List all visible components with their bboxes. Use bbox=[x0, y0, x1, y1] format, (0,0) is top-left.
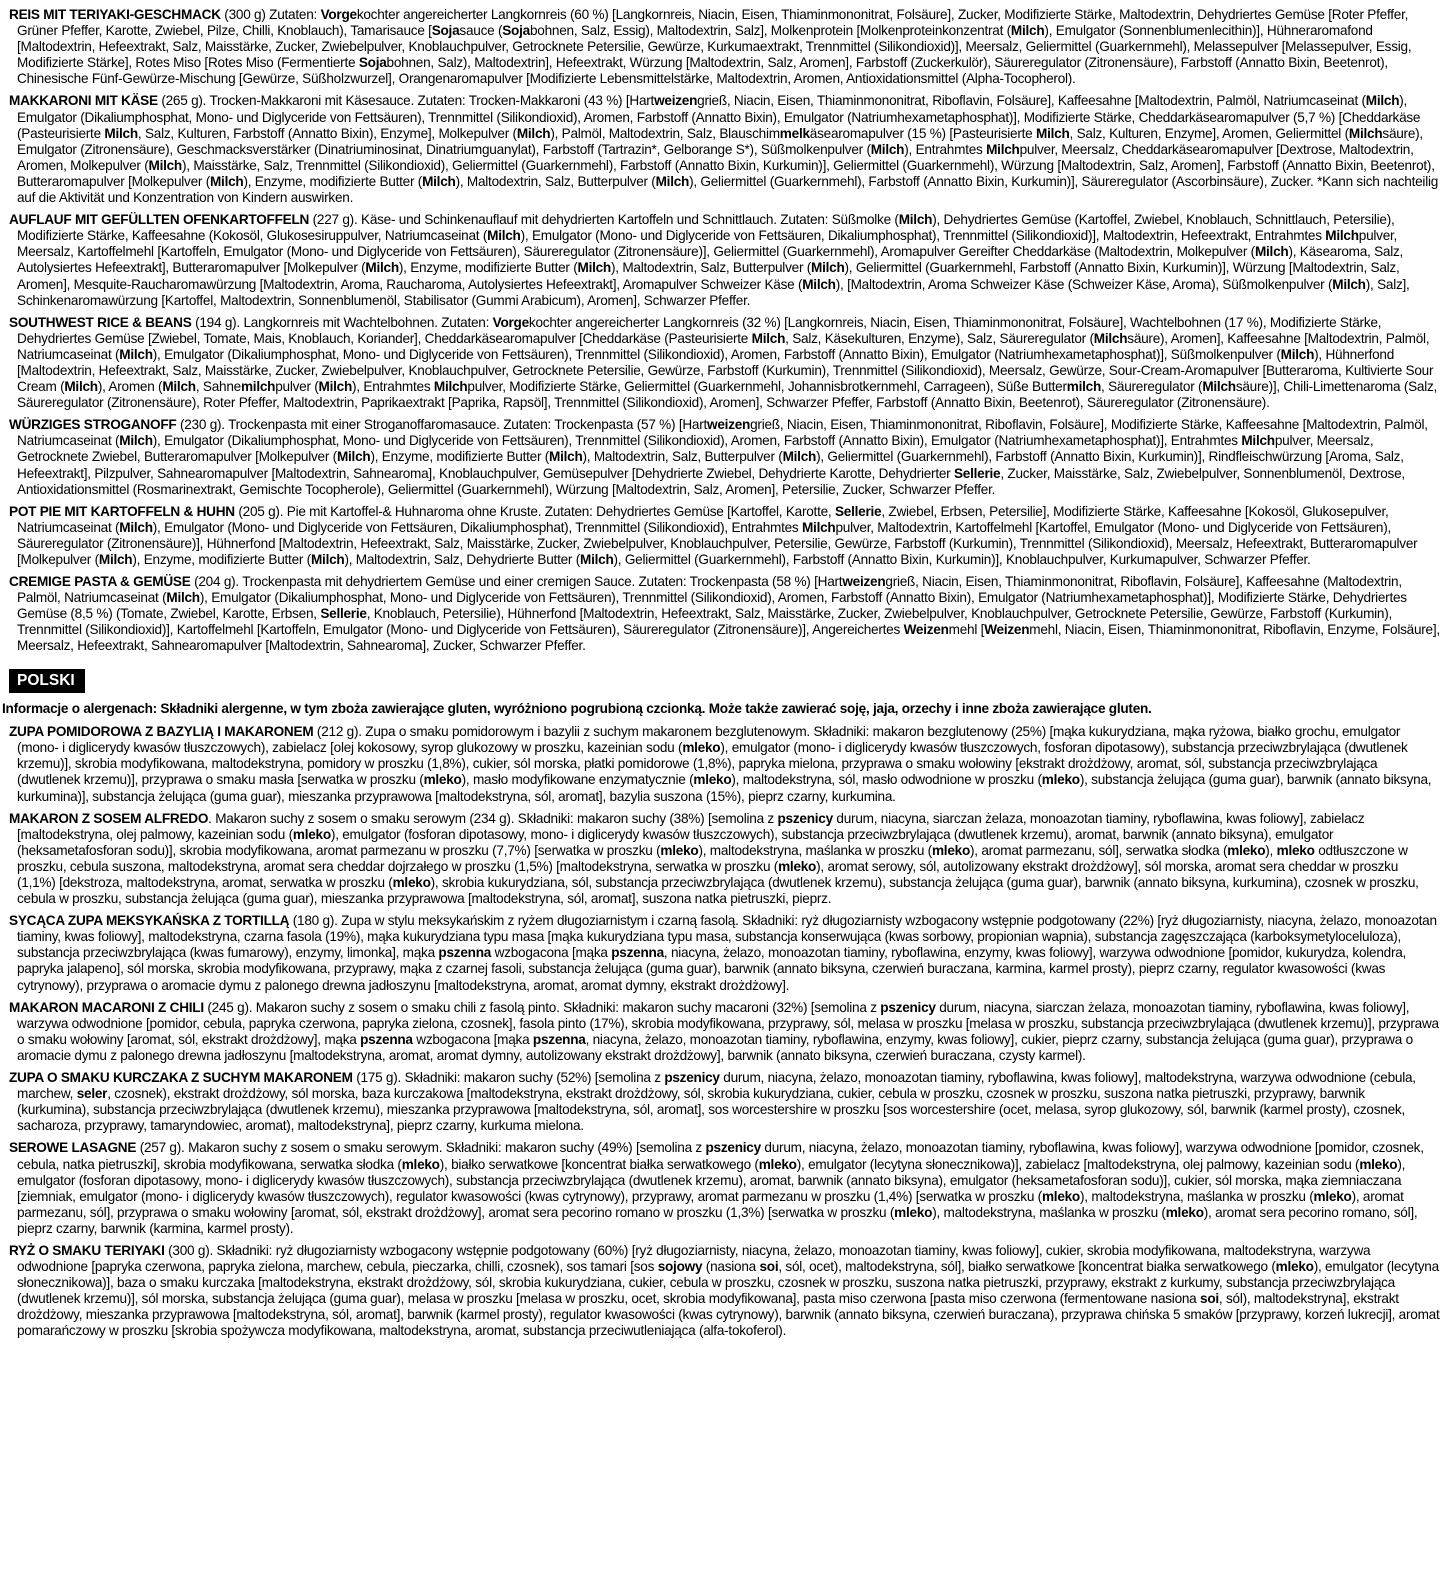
ingredient-paragraph: SYCĄCA ZUPA MEKSYKAŃSKA Z TORTILLĄ (180 g). Zupa w stylu meksykańskim z ryżem długoziarnistym i czarną fasolą. Składniki: ryż długoziarnisty wzbogacony wstępnie podgotowany (22%) [ryż długoziarnisty, niacyna, żelazo, monoazotan tiaminy, kwas foliowy], maltodekstryna, czarna fasola (19%), mąka kukurydziana typu masa [mąka kukurydziana typu masa, substancja konserwująca (kwas sorbowy, propionian wapnia), substancja zagęszczająca (karboksymetyloceluloza), substancja przeciwzbrylająca (kwas fumarowy), enzymy, limonka], mąka pszenna wzbogacona [mąka pszenna, niacyna, żelazo, monoazotan tiaminy, ryboflawina, enzymy, kwas foliowy], warzywa odwodnione [pomidor, kukurydza, kolendra, papryka jalapeno], sól morska, skrobia modyfikowana, przyprawy, mąka z czarnej fasoli, substancja żelująca (guma guar), barwnik (annato biksyna, czerwień buraczana, karmina, karmel prosty), pieprz czarny, regulator kwasowości (kwas cytrynowy), przyprawa o aromacie dymu z palonego drewna jadłoszynu [maltodekstryna, aromat, aromat dymny, ekstrakt drożdżowy]. bbox=[9, 913, 1437, 993]
ingredient-paragraph: MAKARON MACARONI Z CHILI (245 g). Makaron suchy z sosem o smaku chili z fasolą pinto. Składniki: makaron suchy macaroni (32%) [semolina z pszenicy durum, niacyna, siarczan żelaza, monoazotan tiaminy, ryboflawina, kwas foliowy], warzywa odwodnione [pomidor, cebula, papryka czerwona, papryka zielona, czosnek], fasola pinto (17%), skrobia modyfikowana, przyprawy, sól, melasa w proszku [melasa w proszku, substancja przeciwzbrylająca (dwutlenek krzemu)], przyprawa o smaku wołowiny [aromat, sól, ekstrakt drożdżowy], mąka pszenna wzbogacona [mąka pszenna, niacyna, żelazo, monoazotan tiaminy, ryboflawina, enzymy, kwas foliowy], cukier, pieprz czarny, substancja żelująca (guma guar), przyprawa o aromacie dymu z palonego drewna jadłoszynu [maltodekstryna, aromat, aromat dymny, autolizowany ekstrakt drożdżowy], barwnik (annato biksyna, czerwień buraczana, czysty karmel). bbox=[9, 999, 1439, 1063]
ingredient-paragraph: WÜRZIGES STROGANOFF (230 g). Trockenpasta mit einer Stroganoffaromasauce. Zutaten: Trockenpasta (57 %) [Hartweizengrieß, Niacin, Eisen, Thiaminmononitrat, Riboflavin, Folsäure], Modifizierte Stärke, Kaffeesahne [Maltodextrin, Palmöl, Natriumcaseinat (Milch), Emulgator (Dikaliumphosphat, Mono- und Diglyceride von Fettsäuren), Trennmittel (Silikondioxid), Aromen, Farbstoff (Annatto Bixin), Emulgator (Natriumhexametaphosphat)], Entrahmtes Milchpulver, Meersalz, Getrocknete Zwiebel, Butteraromapulver [Molkepulver (Milch), Enzyme, modifizierte Butter (Milch), Maltodextrin, Salz, Butterpulver (Milch), Geliermittel (Guarkernmehl), Farbstoff (Annatto Bixin, Kurkumin)], Rindfleischwürzung [Aroma, Salz, Hefeextrakt], Pilzpulver, Sahnearomapulver [Maltodextrin, Sahnearoma], Knoblauchpulver, Gemüsepulver [Dehydrierte Zwiebel, Dehydrierte Karotte, Dehydrierter Sellerie, Zucker, Maisstärke, Salz, Zwiebelpulver, Sonnenblumenöl, Dextrose, Antioxidationsmittel (Rosmarinextrakt, Gemischte Tocopherole), Geliermittel (Guarkernmehl), Würzung [Maltodextrin, Salz, Aromen], Petersilie, Zucker, Schwarzer Pfeffer. bbox=[9, 417, 1428, 497]
ingredient-paragraph: AUFLAUF MIT GEFÜLLTEN OFENKARTOFFELN (227 g). Käse- und Schinkenauflauf mit dehydrierten Kartoffeln und Schnittlauch. Zutaten: Süßmolke (Milch), Dehydriertes Gemüse (Kartoffel, Zwiebel, Knoblauch, Schnittlauch, Petersilie), Modifizierte Stärke, Kaffeesahne (Kokosöl, Glukosesiruppulver, Natriumcaseinat (Milch), Emulgator (Mono- und Diglyceride von Fettsäuren, Dikaliumphosphat), Trennmittel (Silikondioxid)], Maltodextrin, Hefeextrakt, Entrahmtes Milchpulver, Meersalz, Kartoffelmehl [Kartoffeln, Emulgator (Mono- und Diglyceride von Fettsäuren), Säureregulator (Zitronensäure)], Geliermittel (Guarkernmehl), Aromapulver Gereifter Cheddarkäse (Maltodextrin, Molkepulver (Milch), Käsearoma, Salz, Autolysiertes Hefeextrakt], Butteraromapulver [Molkepulver (Milch), Enzyme, modifizierte Butter (Milch), Maltodextrin, Salz, Butterpulver (Milch), Geliermittel (Guarkernmehl, Farbstoff (Annatto Bixin, Kurkumin)], Würzung [Maltodextrin, Salz, Aromen], Mesquite-Raucharomawürzung [Maltodextrin, Aroma, Raucharoma, Autolysiertes Hefeextrakt], Aromapulver Schweizer Käse (Milch), [Maltodextrin, Aroma Schweizer Käse (Schweizer Käse, Aroma), Süßmolkenpulver (Milch), Salz], Schinkenaromawürzung [Kartoffel, Maltodextrin, Sonnenblumenöl, Stabilisator (Gummi Arabicum), Aromen], Schwarzer Pfeffer. bbox=[9, 212, 1410, 308]
ingredient-paragraph: ZUPA POMIDOROWA Z BAZYLIĄ I MAKARONEM (212 g). Zupa o smaku pomidorowym i bazylii z suchym makaronem bezglutenowym. Składniki: makaron bezglutenowy (25%) [mąka kukurydziana, mąka ryżowa, białko grochu, emulgator (mono- i diglicerydy kwasów tłuszczowych), zabielacz [olej kokosowy, syrop glukozowy w proszku, kazeinian sodu (mleko), emulgator (mono- i diglicerydy kwasów tłuszczowych, fosforan dipotasowy), substancja przeciwzbrylająca (dwutlenek krzemu)], skrobia modyfikowana, maltodekstryna, pomidory w proszku (1,8%), cukier, sól morska, płatki pomidorowe (1,8%), papryka mielona, przyprawa o smaku wołowiny [ekstrakt drożdżowy, aromat, sól, substancja przeciwzbrylająca (dwutlenek krzemu)], przyprawa o smaku masła [serwatka w proszku (mleko), masło modyfikowane enzymatycznie (mleko), maltodekstryna, sól, masło odwodnione w proszku (mleko), substancja żelująca (guma guar), barwnik (annato biksyna, kurkumina)], substancja żelująca (guma guar), mieszanka przyprawowa [maltodekstryna, sól, aromat], bazylia suszona (15%), pieprz czarny, kurkumina. bbox=[9, 724, 1432, 804]
allergen-notice: Informacje o alergenach: Składniki alergenne, w tym zboża zawierające gluten, wyróżniono pogrubioną czcionką. Może także zawierać soję, jaja, orzechy i inne zboża zawierające gluten. bbox=[2, 701, 1152, 717]
ingredient-paragraph: MAKKARONI MIT KÄSE (265 g). Trocken-Makkaroni mit Käsesauce. Zutaten: Trocken-Makkaroni (43 %) [Hartweizengrieß, Niacin, Eisen, Thiaminmononitrat, Riboflavin, Folsäure], Kaffeesahne [Maltodextrin, Palmöl, Natriumcaseinat (Milch), Emulgator (Dikaliumphosphat, Mono- und Diglyceride von Fettsäuren), Trennmittel (Silikondioxid), Aromen, Farbstoff (Annatto Bixin), Emulgator (Natriumhexametaphosphat)], Modifizierte Stärke, Cheddarkäsearomapulver (5,7 %) [Cheddarkäse (Pasteurisierte Milch, Salz, Kulturen, Farbstoff (Annatto Bixin), Enzyme], Molkepulver (Milch), Palmöl, Maltodextrin, Salz, Blauschimmelkäsearomapulver (15 %) [Pasteurisierte Milch, Salz, Kulturen, Enzyme], Aromen, Geliermittel (Milchsäure), Emulgator (Zitronensäure), Geschmacksverstärker (Dinatriuminosinat, Dinatriumguanylat), Farbstoff (Tartrazin*, Gelborange S*), Süßmolkenpulver (Milch), Entrahmtes Milchpulver, Meersalz, Cheddarkäsearomapulver [Dextrose, Maltodextrin, Aromen, Molkepulver (Milch), Maisstärke, Salz, Trennmittel (Silikondioxid), Geliermittel (Guarkernmehl), Farbstoff (Annatto Bixin, Kurkumin)], Geliermittel (Guarkernmehl), Würzung [Maltodextrin, Salz, Aromen], Farbstoff (Annatto Bixin, Beetenrot), Butteraromapulver [Molkepulver (Milch), Enzyme, modifizierte Butter (Milch), Maltodextrin, Salz, Butterpulver (Milch), Geliermittel (Guarkernmehl), Farbstoff (Annatto Bixin, Kurkumin)], Säureregulator (Ascorbinsäure), Zucker. *Kann sich nachteilig auf die Aktivität und Konzentration von Kindern auswirken. bbox=[9, 93, 1439, 206]
ingredient-paragraph: CREMIGE PASTA & GEMÜSE (204 g). Trockenpasta mit dehydriertem Gemüse und einer cremigen Sauce. Zutaten: Trockenpasta (58 %) [Hartweizengrieß, Niacin, Eisen, Thiaminmononitrat, Riboflavin, Folsäure], Kaffeesahne (Maltodextrin, Palmöl, Natriumcaseinat (Milch), Emulgator (Dikaliumphosphat, Mono- und Diglyceride von Fettsäuren), Trennmittel (Silikondioxid), Aromen, Farbstoff (Annatto Bixin), Emulgator (Natriumhexametaphosphat)], Modifizierte Stärke, Dehydriertes Gemüse (8,5 %) (Tomate, Zwiebel, Karotte, Erbsen, Sellerie, Knoblauch, Petersilie), Hühnerfond [Maltodextrin, Hefeextrakt, Salz, Maisstärke, Zucker, Zwiebelpulver, Knoblauchpulver, Getrocknete Petersilie, Gewürze, Farbstoff (Kurkumin), Trennmittel (Silikondioxid)], Kartoffelmehl [Kartoffeln, Emulgator (Mono- und Diglyceride von Fettsäuren), Säureregulator (Zitronensäure)], Angereichertes Weizenmehl [Weizenmehl, Niacin, Eisen, Thiaminmononitrat, Riboflavin, Enzyme, Folsäure], Meersalz, Hefeextrakt, Sahnearomapulver [Maltodextrin, Sahnearoma], Zucker, Schwarzer Pfeffer. bbox=[9, 574, 1440, 654]
ingredient-paragraph: SEROWE LASAGNE (257 g). Makaron suchy z sosem o smaku serowym. Składniki: makaron suchy (49%) [semolina z pszenicy durum, niacyna, żelazo, monoazotan tiaminy, ryboflawina, kwas foliowy], warzywa odwodnione [pomidor, czosnek, cebula, natka pietruszki], skrobia modyfikowana, serwatka słodka (mleko), białko serwatkowe [koncentrat białka serwatkowego (mleko), emulgator (lecytyna słonecznikowa)], zabielacz [maltodekstryna, olej palmowy, kazeinian sodu (mleko), emulgator (fosforan dipotasowy, mono- i diglicerydy kwasów tłuszczowych), substancja przeciwzbrylająca (dwutlenek krzemu), aromat, barwnik (annato biksyna), emulgator (heksametafosforan sodu)], cukier, sól morska, mąka ziemniaczana [ziemniak, emulgator (mono- i diglicerydy kwasów tłuszczowych), regulator kwasowości (kwas cytrynowy), przyprawy, aromat parmezanu w proszku (1,4%) [serwatka w proszku (mleko), maltodekstryna, maślanka w proszku (mleko), aromat parmezanu, sól], przyprawa o smaku wołowiny [aromat, sól, ekstrakt drożdżowy], aromat sera pecorino romano w proszku (1,3%) [serwatka w proszku (mleko), maltodekstryna, maślanka w proszku (mleko), aromat sera pecorino romano, sól], pieprz czarny, barwnik (karmina, karmel prosty). bbox=[9, 1140, 1424, 1236]
ingredient-paragraph: RYŻ O SMAKU TERIYAKI (300 g). Składniki: ryż długoziarnisty wzbogacony wstępnie podgotowany (60%) [ryż długoziarnisty, niacyna, żelazo, monoazotan tiaminy, kwas foliowy], cukier, skrobia modyfikowana, maltodekstryna, warzywa odwodnione [papryka czerwona, papryka zielona, marchew, cebula, pieczarka, chilli, czosnek), sos tamari [sos sojowy (nasiona soi, sól, ocet), maltodekstryna, sól], białko serwatkowe [koncentrat białka serwatkowego (mleko), emulgator (lecytyna słonecznikowa)], baza o smaku kurczaka [maltodekstryna, ekstrakt drożdżowy, sól, skrobia kukurydziana, cukier, cebula w proszku, czosnek w proszku, suszona natka pietruszki, przyprawy, ekstrakt z kurkumy, substancja przeciwzbrylająca (dwutlenek krzemu)], sól morska, substancja żelująca (guma guar), melasa w proszku [melasa w proszku, ocet, skrobia modyfikowana], pasta miso czerwona [pasta miso czerwona (fermentowane nasiona soi, sól), maltodekstryna], ekstrakt drożdżowy, mieszanka przyprawowa [maltodekstryna, sól, aromat], barwnik (karmel prosty), regulator kwasowości (kwas cytrynowy), barwnik (annato biksyna, czerwień buraczana), przyprawa chińska 5 smaków [przyprawy, korzeń lukrecji], aromat pomarańczowy w proszku [skrobia spożywcza modyfikowana, maltodekstryna, aromat, substancja przeciwutleniająca (alfa-tokoferol). bbox=[9, 1242, 1440, 1339]
ingredient-paragraph: REIS MIT TERIYAKI-GESCHMACK (300 g) Zutaten: Vorgekochter angereicherter Langkornreis (60 %) [Langkornreis, Niacin, Eisen, Thiaminmononitrat, Folsäure], Zucker, Modifizierte Stärke, Maltodextrin, Dehydriertes Gemüse [Roter Pfeffer, Grüner Pfeffer, Karotte, Zwiebel, Pilze, Chilli, Knoblauch), Tamarisauce [Sojasauce (Sojabohnen, Salz, Essig), Maltodextrin, Salz], Molkenprotein [Molkenproteinkonzentrat (Milch), Emulgator (Sonnenblumenlecithin)], Hühneraromafond [Maltodextrin, Hefeextrakt, Salz, Maisstärke, Zucker, Zwiebelpulver, Knoblauchpulver, Getrocknete Petersilie, Gewürze, Kurkumaextrakt, Trennmittel (Silikondioxid)], Meersalz, Geliermittel (Guarkernmehl), Melassepulver [Melassepulver, Essig, Modifizierte Stärke], Rotes Miso [Rotes Miso (Fermentierte Sojabohnen, Salz), Maltodextrin], Hefeextrakt, Würzung [Maltodextrin, Salz, Aromen], Farbstoff (Zuckerkulör), Säureregulator (Zitronensäure), Farbstoff (Annatto Bixin, Beetenrot), Chinesische Fünf-Gewürze-Mischung [Gewürze, Süßholzwurzel], Orangenaromapulver [Modifizierte Lebensmittelstärke, Maltodextrin, Aromen, Antioxidationsmittel (Alpha-Tocopherol). bbox=[9, 7, 1412, 87]
german-ingredients-section bbox=[9, 7, 1440, 655]
polski-section-badge: POLSKI bbox=[9, 669, 85, 694]
polish-ingredients-section bbox=[9, 724, 1440, 1339]
ingredient-paragraph: ZUPA O SMAKU KURCZAKA Z SUCHYM MAKARONEM (175 g). Składniki: makaron suchy (52%) [semolina z pszenicy durum, niacyna, żelazo, monoazotan tiaminy, ryboflawina, kwas foliowy], maltodekstryna, warzywa odwodnione (cebula, marchew, seler, czosnek), ekstrakt drożdżowy, sól morska, baza kurczakowa [maltodekstryna, ekstrakt drożdżowy, sól, skrobia kukurydziana, cukier, cebula w proszku, czosnek w proszku, suszona natka pietruszki, przyprawy, barwnik (kurkumina), substancja przeciwzbrylająca (dwutlenek krzemu), mieszanka przyprawowa [maltodekstryna, sól, aromat], sos worcestershire w proszku [sos worcestershire (ocet, melasa, syrop glukozowy, sól, barwnik (karmel prosty), czosnek, sacharoza, przyprawy, tamaryndowiec, aromat), maltodekstryna], pieprz czarny, kurkuma mielona. bbox=[9, 1070, 1416, 1134]
ingredient-paragraph: MAKARON Z SOSEM ALFREDO. Makaron suchy z sosem o smaku serowym (234 g). Składniki: makaron suchy (38%) [semolina z pszenicy durum, niacyna, siarczan żelaza, monoazotan tiaminy, ryboflawina, kwas foliowy], zabielacz [maltodekstryna, olej palmowy, kazeinian sodu (mleko), emulgator (fosforan dipotasowy, mono- i diglicerydy kwasów tłuszczowych), substancja przeciwzbrylająca (dwutlenek krzemu), aromat, barwnik (annato biksyna), emulgator (heksametafosforan sodu)], skrobia modyfikowana, aromat parmezanu w proszku (7,7%) [serwatka w proszku (mleko), maltodekstryna, maślanka w proszku (mleko), aromat parmezanu, sól], serwatka słodka (mleko), mleko odtłuszczone w proszku, cebula suszona, maltodekstryna, aromat sera cheddar dojrzałego w proszku (1,5%) [maltodekstryna, serwatka w proszku (mleko), aromat serowy, sól, autolizowany ekstrakt drożdżowy], sól morska, aromat sera cheddar w proszku (1,1%) [dekstroza, maltodekstryna, aromat, serwatka w proszku (mleko), skrobia kukurydziana, sól, substancja przeciwzbrylająca (dwutlenek krzemu), substancja żelująca (guma guar), barwnik (annato biksyna, kurkumina), czosnek w proszku, cebula w proszku, substancja żelująca (guma guar), mieszanka przyprawowa [maltodekstryna, sól, aromat], suszona natka pietruszki, pieprz. bbox=[9, 810, 1419, 907]
ingredient-paragraph: POT PIE MIT KARTOFFELN & HUHN (205 g). Pie mit Kartoffel-& Huhnaroma ohne Kruste. Zutaten: Dehydriertes Gemüse [Kartoffel, Karotte, Sellerie, Zwiebel, Erbsen, Petersilie], Modifizierte Stärke, Kaffeesahne [Kokosöl, Glukosepulver, Natriumcaseinat (Milch), Emulgator (Mono- und Diglyceride von Fettsäuren, Dikaliumphosphat), Trennmittel (Silikondioxid), Entrahmtes Milchpulver, Maltodextrin, Kartoffelmehl [Kartoffel, Emulgator (Mono- und Diglyceride von Fettsäuren), Säureregulator (Zitronensäure)], Hühnerfond [Maltodextrin, Hefeextrakt, Salz, Maisstärke, Zucker, Zwiebelpulver, Knoblauchpulver, Petersilie, Gewürze, Farbstoff (Kurkumin), Trennmittel (Silikondioxid), Meersalz, Hefeextrakt, Butteraromapulver [Molkepulver (Milch), Enzyme, modifizierte Butter (Milch), Maltodextrin, Salz, Dehydrierte Butter (Milch), Geliermittel (Guarkernmehl), Farbstoff (Annatto Bixin, Kurkumin)], Knoblauchpulver, Kurkumapulver, Schwarzer Pfeffer. bbox=[9, 503, 1418, 567]
ingredient-paragraph: SOUTHWEST RICE & BEANS (194 g). Langkornreis mit Wachtelbohnen. Zutaten: Vorgekochter angereicherter Langkornreis (32 %) [Langkornreis, Niacin, Eisen, Thiaminmononitrat, Folsäure], Wachtelbohnen (17 %), Modifizierte Stärke, Dehydriertes Gemüse [Zwiebel, Tomate, Mais, Knoblauch, Koriander], Cheddarkäsearomapulver [Cheddarkäse (Pasteurisierte Milch, Salz, Käsekulturen, Enzyme), Salz, Säureregulator (Milchsäure), Aromen], Kaffeesahne [Maltodextrin, Palmöl, Natriumcaseinat (Milch), Emulgator (Dikaliumphosphat, Mono- und Diglyceride von Fettsäuren), Trennmittel (Silikondioxid), Aromen, Farbstoff (Annatto Bixin), Emulgator (Natriumhexametaphosphat)], Süßmolkenpulver (Milch), Hühnerfond [Maltodextrin, Hefeextrakt, Salz, Maisstärke, Zucker, Zwiebelpulver, Knoblauchpulver, Getrocknete Petersilie, Gewürze, Farbstoff (Kurkumin), Trennmittel (Silikondioxid), Meersalz, Gewürze, Sour-Cream-Aromapulver [Butteraroma, Kultivierte Sour Cream (Milch), Aromen (Milch, Sahnemilchpulver (Milch), Entrahmtes Milchpulver, Modifizierte Stärke, Geliermittel (Guarkernmehl, Johannisbrotkernmehl, Carrageen), Süße Buttermilch, Säureregulator (Milchsäure)], Chili-Limettenaroma (Salz, Säureregulator (Zitronensäure), Roter Pfeffer, Maltodextrin, Paprikaextrakt [Paprika, Rapsöl], Trennmittel (Silikondioxid), Aromen], Schwarzer Pfeffer, Farbstoff (Annatto Bixin, Beetenrot), Säureregulator (Zitronensäure). bbox=[9, 314, 1438, 411]
